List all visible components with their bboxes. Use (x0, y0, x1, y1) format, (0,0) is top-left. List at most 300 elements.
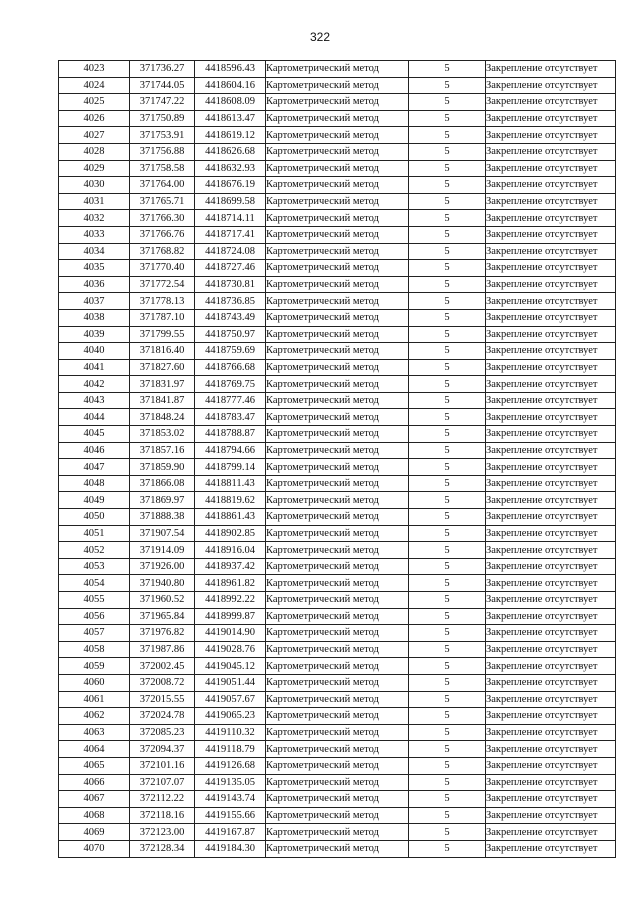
fixing-cell: Закрепление отсутствует (486, 658, 616, 675)
y-coordinate-cell: 4418902.85 (195, 525, 266, 542)
method-cell: Картометрический метод (266, 724, 409, 741)
point-number-cell: 4034 (59, 243, 130, 260)
table-row (59, 774, 616, 791)
accuracy-cell: 5 (409, 193, 486, 210)
accuracy-cell: 5 (409, 243, 486, 260)
method-cell: Картометрический метод (266, 309, 409, 326)
accuracy-cell: 5 (409, 674, 486, 691)
x-coordinate-cell: 372002.45 (130, 658, 195, 675)
fixing-cell: Закрепление отсутствует (486, 309, 616, 326)
fixing-cell: Закрепление отсутствует (486, 558, 616, 575)
table-row (59, 160, 616, 177)
fixing-cell: Закрепление отсутствует (486, 193, 616, 210)
accuracy-cell: 5 (409, 625, 486, 642)
method-cell: Картометрический метод (266, 143, 409, 160)
point-number-cell: 4031 (59, 193, 130, 210)
y-coordinate-cell: 4418717.41 (195, 226, 266, 243)
point-number-cell: 4044 (59, 409, 130, 426)
y-coordinate-cell: 4419065.23 (195, 708, 266, 725)
method-cell: Картометрический метод (266, 276, 409, 293)
point-number-cell: 4064 (59, 741, 130, 758)
accuracy-cell: 5 (409, 774, 486, 791)
x-coordinate-cell: 372128.34 (130, 840, 195, 857)
x-coordinate-cell: 372024.78 (130, 708, 195, 725)
x-coordinate-cell: 371987.86 (130, 641, 195, 658)
fixing-cell: Закрепление отсутствует (486, 343, 616, 360)
point-number-cell: 4058 (59, 641, 130, 658)
y-coordinate-cell: 4418783.47 (195, 409, 266, 426)
accuracy-cell: 5 (409, 260, 486, 277)
fixing-cell: Закрепление отсутствует (486, 243, 616, 260)
table-row (59, 293, 616, 310)
accuracy-cell: 5 (409, 708, 486, 725)
x-coordinate-cell: 371907.54 (130, 525, 195, 542)
coordinates-table (58, 60, 616, 858)
x-coordinate-cell: 371764.00 (130, 177, 195, 194)
table-row (59, 392, 616, 409)
method-cell: Картометрический метод (266, 127, 409, 144)
fixing-cell: Закрепление отсутствует (486, 160, 616, 177)
method-cell: Картометрический метод (266, 824, 409, 841)
method-cell: Картометрический метод (266, 509, 409, 526)
table-row (59, 77, 616, 94)
method-cell: Картометрический метод (266, 791, 409, 808)
method-cell: Картометрический метод (266, 343, 409, 360)
method-cell: Картометрический метод (266, 691, 409, 708)
table-row (59, 558, 616, 575)
accuracy-cell: 5 (409, 824, 486, 841)
point-number-cell: 4025 (59, 94, 130, 111)
page-number: 322 (309, 30, 331, 44)
accuracy-cell: 5 (409, 791, 486, 808)
method-cell: Картометрический метод (266, 774, 409, 791)
x-coordinate-cell: 372085.23 (130, 724, 195, 741)
table-row (59, 143, 616, 160)
fixing-cell: Закрепление отсутствует (486, 359, 616, 376)
table-row (59, 708, 616, 725)
fixing-cell: Закрепление отсутствует (486, 807, 616, 824)
accuracy-cell: 5 (409, 575, 486, 592)
y-coordinate-cell: 4419057.67 (195, 691, 266, 708)
accuracy-cell: 5 (409, 492, 486, 509)
table-row (59, 127, 616, 144)
y-coordinate-cell: 4419184.30 (195, 840, 266, 857)
fixing-cell: Закрепление отсутствует (486, 226, 616, 243)
table-row (59, 376, 616, 393)
method-cell: Картометрический метод (266, 741, 409, 758)
method-cell: Картометрический метод (266, 442, 409, 459)
fixing-cell: Закрепление отсутствует (486, 542, 616, 559)
accuracy-cell: 5 (409, 658, 486, 675)
table-row (59, 608, 616, 625)
point-number-cell: 4055 (59, 592, 130, 609)
y-coordinate-cell: 4419167.87 (195, 824, 266, 841)
x-coordinate-cell: 372118.16 (130, 807, 195, 824)
fixing-cell: Закрепление отсутствует (486, 625, 616, 642)
accuracy-cell: 5 (409, 177, 486, 194)
point-number-cell: 4053 (59, 558, 130, 575)
table-row (59, 492, 616, 509)
x-coordinate-cell: 371866.08 (130, 475, 195, 492)
point-number-cell: 4048 (59, 475, 130, 492)
x-coordinate-cell: 371770.40 (130, 260, 195, 277)
fixing-cell: Закрепление отсутствует (486, 409, 616, 426)
y-coordinate-cell: 4418961.82 (195, 575, 266, 592)
method-cell: Картометрический метод (266, 226, 409, 243)
fixing-cell: Закрепление отсутствует (486, 525, 616, 542)
fixing-cell: Закрепление отсутствует (486, 708, 616, 725)
point-number-cell: 4030 (59, 177, 130, 194)
accuracy-cell: 5 (409, 293, 486, 310)
y-coordinate-cell: 4419028.76 (195, 641, 266, 658)
fixing-cell: Закрепление отсутствует (486, 442, 616, 459)
point-number-cell: 4047 (59, 459, 130, 476)
y-coordinate-cell: 4419143.74 (195, 791, 266, 808)
x-coordinate-cell: 371853.02 (130, 426, 195, 443)
x-coordinate-cell: 371772.54 (130, 276, 195, 293)
x-coordinate-cell: 371848.24 (130, 409, 195, 426)
table-row (59, 658, 616, 675)
point-number-cell: 4062 (59, 708, 130, 725)
y-coordinate-cell: 4418596.43 (195, 61, 266, 78)
table-row (59, 193, 616, 210)
coordinates-table-body (59, 61, 616, 858)
point-number-cell: 4023 (59, 61, 130, 78)
x-coordinate-cell: 372015.55 (130, 691, 195, 708)
y-coordinate-cell: 4418799.14 (195, 459, 266, 476)
method-cell: Картометрический метод (266, 475, 409, 492)
fixing-cell: Закрепление отсутствует (486, 276, 616, 293)
accuracy-cell: 5 (409, 343, 486, 360)
x-coordinate-cell: 371765.71 (130, 193, 195, 210)
x-coordinate-cell: 371799.55 (130, 326, 195, 343)
x-coordinate-cell: 371827.60 (130, 359, 195, 376)
fixing-cell: Закрепление отсутствует (486, 774, 616, 791)
point-number-cell: 4032 (59, 210, 130, 227)
accuracy-cell: 5 (409, 127, 486, 144)
fixing-cell: Закрепление отсутствует (486, 575, 616, 592)
accuracy-cell: 5 (409, 326, 486, 343)
y-coordinate-cell: 4418613.47 (195, 110, 266, 127)
fixing-cell: Закрепление отсутствует (486, 260, 616, 277)
fixing-cell: Закрепление отсутствует (486, 840, 616, 857)
y-coordinate-cell: 4419045.12 (195, 658, 266, 675)
method-cell: Картометрический метод (266, 757, 409, 774)
table-row (59, 309, 616, 326)
fixing-cell: Закрепление отсутствует (486, 94, 616, 111)
point-number-cell: 4050 (59, 509, 130, 526)
x-coordinate-cell: 371758.58 (130, 160, 195, 177)
accuracy-cell: 5 (409, 276, 486, 293)
x-coordinate-cell: 371914.09 (130, 542, 195, 559)
table-row (59, 94, 616, 111)
x-coordinate-cell: 371926.00 (130, 558, 195, 575)
x-coordinate-cell: 371976.82 (130, 625, 195, 642)
accuracy-cell: 5 (409, 724, 486, 741)
method-cell: Картометрический метод (266, 492, 409, 509)
x-coordinate-cell: 371965.84 (130, 608, 195, 625)
point-number-cell: 4043 (59, 392, 130, 409)
y-coordinate-cell: 4418759.69 (195, 343, 266, 360)
table-row (59, 741, 616, 758)
table-row (59, 674, 616, 691)
table-row (59, 343, 616, 360)
method-cell: Картометрический метод (266, 658, 409, 675)
x-coordinate-cell: 371766.30 (130, 210, 195, 227)
table-row (59, 691, 616, 708)
x-coordinate-cell: 371753.91 (130, 127, 195, 144)
point-number-cell: 4070 (59, 840, 130, 857)
method-cell: Картометрический метод (266, 409, 409, 426)
point-number-cell: 4041 (59, 359, 130, 376)
y-coordinate-cell: 4418608.09 (195, 94, 266, 111)
method-cell: Картометрический метод (266, 210, 409, 227)
y-coordinate-cell: 4418819.62 (195, 492, 266, 509)
point-number-cell: 4036 (59, 276, 130, 293)
y-coordinate-cell: 4418794.66 (195, 442, 266, 459)
table-row (59, 575, 616, 592)
y-coordinate-cell: 4419118.79 (195, 741, 266, 758)
fixing-cell: Закрепление отсутствует (486, 674, 616, 691)
method-cell: Картометрический метод (266, 177, 409, 194)
x-coordinate-cell: 372101.16 (130, 757, 195, 774)
fixing-cell: Закрепление отсутствует (486, 724, 616, 741)
method-cell: Картометрический метод (266, 641, 409, 658)
y-coordinate-cell: 4418811.43 (195, 475, 266, 492)
x-coordinate-cell: 371816.40 (130, 343, 195, 360)
point-number-cell: 4029 (59, 160, 130, 177)
point-number-cell: 4024 (59, 77, 130, 94)
point-number-cell: 4063 (59, 724, 130, 741)
table-row (59, 260, 616, 277)
x-coordinate-cell: 371831.97 (130, 376, 195, 393)
accuracy-cell: 5 (409, 359, 486, 376)
method-cell: Картометрический метод (266, 558, 409, 575)
x-coordinate-cell: 371756.88 (130, 143, 195, 160)
accuracy-cell: 5 (409, 426, 486, 443)
method-cell: Картометрический метод (266, 293, 409, 310)
point-number-cell: 4052 (59, 542, 130, 559)
fixing-cell: Закрепление отсутствует (486, 592, 616, 609)
method-cell: Картометрический метод (266, 459, 409, 476)
x-coordinate-cell: 371744.05 (130, 77, 195, 94)
accuracy-cell: 5 (409, 840, 486, 857)
table-row (59, 210, 616, 227)
y-coordinate-cell: 4418766.68 (195, 359, 266, 376)
table-row (59, 840, 616, 857)
accuracy-cell: 5 (409, 143, 486, 160)
y-coordinate-cell: 4418676.19 (195, 177, 266, 194)
accuracy-cell: 5 (409, 409, 486, 426)
x-coordinate-cell: 371857.16 (130, 442, 195, 459)
table-row (59, 807, 616, 824)
y-coordinate-cell: 4418992.22 (195, 592, 266, 609)
x-coordinate-cell: 371960.52 (130, 592, 195, 609)
x-coordinate-cell: 372112.22 (130, 791, 195, 808)
table-row (59, 276, 616, 293)
fixing-cell: Закрепление отсутствует (486, 475, 616, 492)
fixing-cell: Закрепление отсутствует (486, 127, 616, 144)
table-row (59, 475, 616, 492)
method-cell: Картометрический метод (266, 160, 409, 177)
fixing-cell: Закрепление отсутствует (486, 177, 616, 194)
y-coordinate-cell: 4418727.46 (195, 260, 266, 277)
point-number-cell: 4060 (59, 674, 130, 691)
fixing-cell: Закрепление отсутствует (486, 641, 616, 658)
table-row (59, 791, 616, 808)
fixing-cell: Закрепление отсутствует (486, 691, 616, 708)
table-row (59, 757, 616, 774)
accuracy-cell: 5 (409, 608, 486, 625)
method-cell: Картометрический метод (266, 625, 409, 642)
table-row (59, 625, 616, 642)
y-coordinate-cell: 4418937.42 (195, 558, 266, 575)
point-number-cell: 4039 (59, 326, 130, 343)
accuracy-cell: 5 (409, 542, 486, 559)
table-row (59, 525, 616, 542)
table-row (59, 542, 616, 559)
method-cell: Картометрический метод (266, 426, 409, 443)
x-coordinate-cell: 371888.38 (130, 509, 195, 526)
point-number-cell: 4054 (59, 575, 130, 592)
method-cell: Картометрический метод (266, 110, 409, 127)
point-number-cell: 4040 (59, 343, 130, 360)
accuracy-cell: 5 (409, 226, 486, 243)
method-cell: Картометрический метод (266, 392, 409, 409)
fixing-cell: Закрепление отсутствует (486, 608, 616, 625)
x-coordinate-cell: 371841.87 (130, 392, 195, 409)
method-cell: Картометрический метод (266, 260, 409, 277)
y-coordinate-cell: 4418714.11 (195, 210, 266, 227)
method-cell: Картометрический метод (266, 708, 409, 725)
x-coordinate-cell: 371736.27 (130, 61, 195, 78)
accuracy-cell: 5 (409, 509, 486, 526)
method-cell: Картометрический метод (266, 376, 409, 393)
table-row (59, 409, 616, 426)
x-coordinate-cell: 371787.10 (130, 309, 195, 326)
point-number-cell: 4067 (59, 791, 130, 808)
fixing-cell: Закрепление отсутствует (486, 824, 616, 841)
x-coordinate-cell: 371869.97 (130, 492, 195, 509)
accuracy-cell: 5 (409, 525, 486, 542)
x-coordinate-cell: 371940.80 (130, 575, 195, 592)
point-number-cell: 4066 (59, 774, 130, 791)
y-coordinate-cell: 4419126.68 (195, 757, 266, 774)
table-row (59, 61, 616, 78)
y-coordinate-cell: 4419014.90 (195, 625, 266, 642)
table-row (59, 226, 616, 243)
y-coordinate-cell: 4418619.12 (195, 127, 266, 144)
y-coordinate-cell: 4418604.16 (195, 77, 266, 94)
method-cell: Картометрический метод (266, 575, 409, 592)
y-coordinate-cell: 4419051.44 (195, 674, 266, 691)
table-row (59, 509, 616, 526)
table-row (59, 177, 616, 194)
accuracy-cell: 5 (409, 741, 486, 758)
accuracy-cell: 5 (409, 807, 486, 824)
point-number-cell: 4069 (59, 824, 130, 841)
point-number-cell: 4049 (59, 492, 130, 509)
point-number-cell: 4035 (59, 260, 130, 277)
fixing-cell: Закрепление отсутствует (486, 741, 616, 758)
table-row (59, 442, 616, 459)
accuracy-cell: 5 (409, 691, 486, 708)
point-number-cell: 4056 (59, 608, 130, 625)
point-number-cell: 4037 (59, 293, 130, 310)
method-cell: Картометрический метод (266, 542, 409, 559)
table-row (59, 592, 616, 609)
x-coordinate-cell: 371750.89 (130, 110, 195, 127)
y-coordinate-cell: 4419110.32 (195, 724, 266, 741)
y-coordinate-cell: 4419155.66 (195, 807, 266, 824)
point-number-cell: 4033 (59, 226, 130, 243)
table-row (59, 641, 616, 658)
point-number-cell: 4065 (59, 757, 130, 774)
y-coordinate-cell: 4419135.05 (195, 774, 266, 791)
accuracy-cell: 5 (409, 475, 486, 492)
y-coordinate-cell: 4418777.46 (195, 392, 266, 409)
fixing-cell: Закрепление отсутствует (486, 210, 616, 227)
table-row (59, 359, 616, 376)
method-cell: Картометрический метод (266, 592, 409, 609)
y-coordinate-cell: 4418724.08 (195, 243, 266, 260)
method-cell: Картометрический метод (266, 674, 409, 691)
point-number-cell: 4061 (59, 691, 130, 708)
fixing-cell: Закрепление отсутствует (486, 492, 616, 509)
y-coordinate-cell: 4418730.81 (195, 276, 266, 293)
point-number-cell: 4057 (59, 625, 130, 642)
accuracy-cell: 5 (409, 558, 486, 575)
x-coordinate-cell: 372107.07 (130, 774, 195, 791)
accuracy-cell: 5 (409, 77, 486, 94)
point-number-cell: 4026 (59, 110, 130, 127)
y-coordinate-cell: 4418750.97 (195, 326, 266, 343)
accuracy-cell: 5 (409, 592, 486, 609)
x-coordinate-cell: 372123.00 (130, 824, 195, 841)
fixing-cell: Закрепление отсутствует (486, 110, 616, 127)
y-coordinate-cell: 4418788.87 (195, 426, 266, 443)
x-coordinate-cell: 371766.76 (130, 226, 195, 243)
accuracy-cell: 5 (409, 459, 486, 476)
y-coordinate-cell: 4418861.43 (195, 509, 266, 526)
x-coordinate-cell: 371768.82 (130, 243, 195, 260)
method-cell: Картометрический метод (266, 608, 409, 625)
y-coordinate-cell: 4418736.85 (195, 293, 266, 310)
accuracy-cell: 5 (409, 94, 486, 111)
table-row (59, 326, 616, 343)
fixing-cell: Закрепление отсутствует (486, 376, 616, 393)
table-row (59, 459, 616, 476)
y-coordinate-cell: 4418743.49 (195, 309, 266, 326)
y-coordinate-cell: 4418626.68 (195, 143, 266, 160)
fixing-cell: Закрепление отсутствует (486, 459, 616, 476)
y-coordinate-cell: 4418769.75 (195, 376, 266, 393)
accuracy-cell: 5 (409, 641, 486, 658)
method-cell: Картометрический метод (266, 525, 409, 542)
method-cell: Картометрический метод (266, 94, 409, 111)
method-cell: Картометрический метод (266, 77, 409, 94)
method-cell: Картометрический метод (266, 807, 409, 824)
x-coordinate-cell: 371778.13 (130, 293, 195, 310)
fixing-cell: Закрепление отсутствует (486, 293, 616, 310)
x-coordinate-cell: 372008.72 (130, 674, 195, 691)
method-cell: Картометрический метод (266, 326, 409, 343)
x-coordinate-cell: 371859.90 (130, 459, 195, 476)
table-row (59, 243, 616, 260)
table-row (59, 724, 616, 741)
point-number-cell: 4038 (59, 309, 130, 326)
fixing-cell: Закрепление отсутствует (486, 143, 616, 160)
